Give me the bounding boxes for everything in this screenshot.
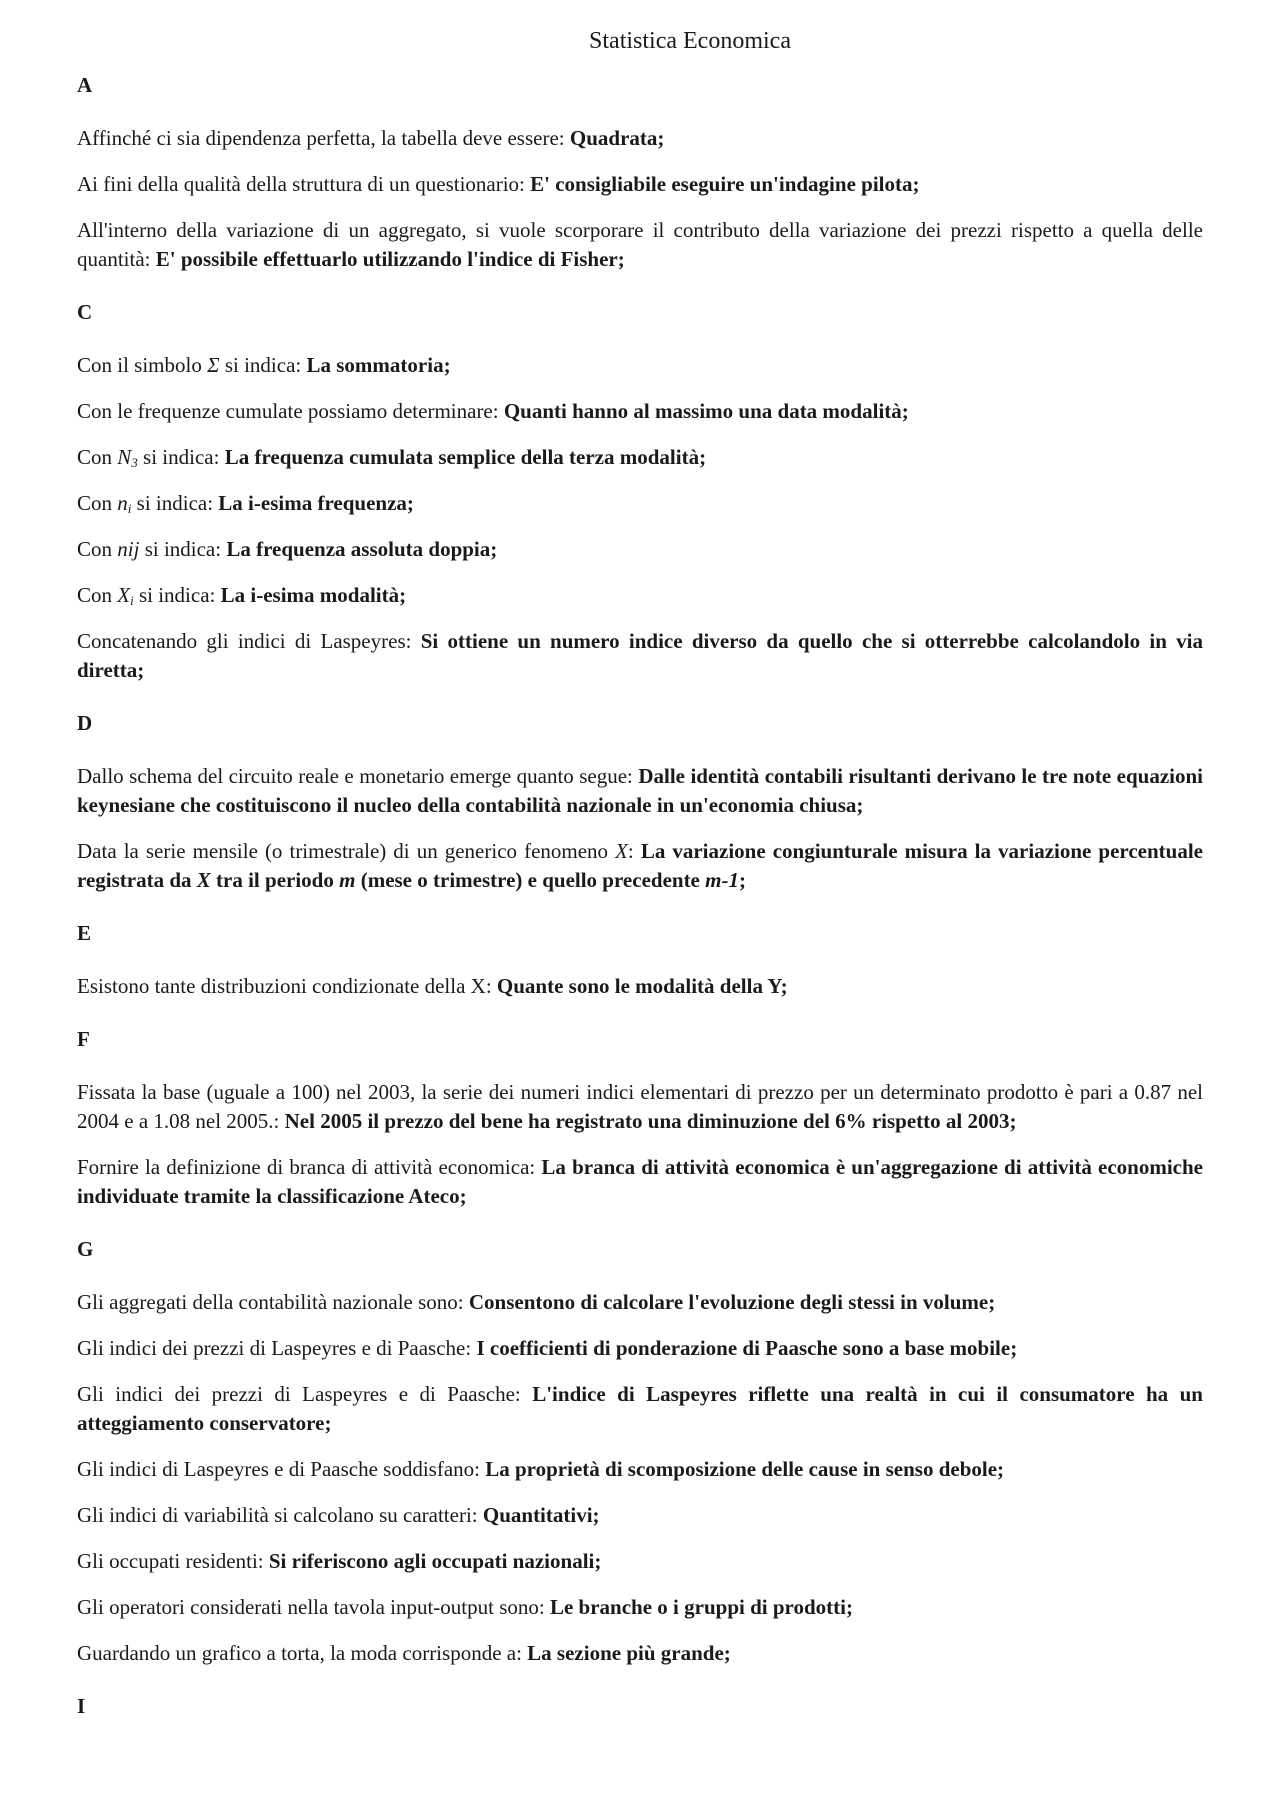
math-symbol: X	[196, 868, 211, 892]
qa-item	[77, 1288, 1203, 1317]
question-text: Affinché ci sia dipendenza perfetta, la tabella deve essere:	[77, 126, 570, 150]
qa-item	[77, 397, 1203, 426]
question-text: Gli indici dei prezzi di Laspeyres e di Paasche:	[77, 1382, 533, 1406]
question-text: si indica:	[131, 491, 219, 515]
question-text: Con	[77, 445, 118, 469]
question-text: si indica:	[137, 445, 225, 469]
answer-text: Si ottiene un numero indice diverso da quello che si otterrebbe calcolandolo in via diretta;	[77, 629, 1203, 682]
question-text: Gli aggregati della contabilità nazionale sono:	[77, 1290, 469, 1314]
qa-item	[77, 1380, 1203, 1438]
answer-text: La i-esima frequenza;	[218, 491, 414, 515]
section-letter-e: E	[77, 921, 92, 945]
question-text: Esistono tante distribuzioni condizionate della X:	[77, 974, 497, 998]
answer-text: La sommatoria;	[306, 353, 451, 377]
qa-item	[77, 489, 1203, 518]
qa-item	[77, 581, 1203, 610]
answer-fragment: La variazione congiunturale misura la variazione percentuale registrata da	[77, 839, 1203, 892]
qa-item	[77, 1639, 1203, 1668]
document-body	[77, 72, 1203, 1719]
qa-item	[77, 1501, 1203, 1530]
question-text: Dallo schema del circuito reale e monetario emerge quanto segue:	[77, 764, 639, 788]
question-text: Guardando un grafico a torta, la moda corrisponde a:	[77, 1641, 528, 1665]
question-text: Gli indici di Laspeyres e di Paasche soddisfano:	[77, 1457, 486, 1481]
question-text: si indica:	[133, 583, 221, 607]
qa-item	[77, 351, 1203, 380]
qa-item	[77, 535, 1203, 564]
question-text: Con	[77, 491, 118, 515]
answer-text: La branca di attività economica è un'aggregazione di attività economiche individuate tramite la classificazione Ateco;	[77, 1155, 1203, 1208]
math-symbol: N	[117, 445, 132, 469]
qa-item	[77, 627, 1203, 685]
section-letter-a: A	[77, 73, 93, 97]
qa-item	[77, 216, 1203, 274]
question-text: :	[627, 839, 641, 863]
question-text: Con le frequenze cumulate possiamo determinare:	[77, 399, 504, 423]
question-text: Gli indici di variabilità si calcolano su caratteri:	[77, 1503, 483, 1527]
question-text: Fornire la definizione di branca di attività economica:	[77, 1155, 542, 1179]
answer-text: L'indice di Laspeyres riflette una realtà in cui il consumatore ha un atteggiamento conservatore;	[77, 1382, 1203, 1435]
qa-item	[77, 1334, 1203, 1363]
math-symbol: m-1	[705, 868, 739, 892]
math-symbol: X	[615, 839, 628, 863]
question-text: Data la serie mensile (o trimestrale) di un generico fenomeno	[77, 839, 616, 863]
section-letter-f: F	[77, 1027, 90, 1051]
question-text: Con	[77, 583, 118, 607]
question-text: Fissata la base (uguale a 100) nel 2003, la serie dei numeri indici elementari di prezzo per un determinato prodotto è pari a 0.87 nel 2004 e a 1.08 nel 2005.:	[77, 1080, 1203, 1133]
qa-item	[77, 1593, 1203, 1622]
math-symbol: n	[117, 491, 128, 515]
qa-item	[77, 1455, 1203, 1484]
math-symbol: m	[339, 868, 356, 892]
question-text: Gli indici dei prezzi di Laspeyres e di Paasche:	[77, 1336, 477, 1360]
math-subscript: i	[130, 593, 134, 608]
answer-text: La frequenza assoluta doppia;	[226, 537, 498, 561]
qa-item	[77, 762, 1203, 820]
answer-text: Dalle identità contabili risultanti derivano le tre note equazioni keynesiane che costituiscono il nucleo della contabilità nazionale in un'economia chiusa;	[77, 764, 1203, 817]
section-letter-i: I	[77, 1694, 86, 1718]
math-symbol: nij	[117, 537, 140, 561]
section-letter-d: D	[77, 711, 93, 735]
question-text: Con il simbolo	[77, 353, 208, 377]
qa-item	[77, 972, 1203, 1001]
answer-text: La proprietà di scomposizione delle cause in senso debole;	[485, 1457, 1005, 1481]
question-text: All'interno della variazione di un aggregato, si vuole scorporare il contributo della variazione dei prezzi rispetto a quella delle quantità:	[77, 218, 1203, 271]
answer-text: Consentono di calcolare l'evoluzione degli stessi in volume;	[468, 1290, 996, 1314]
math-symbol: X	[117, 583, 131, 607]
answer-text: E' possibile effettuarlo utilizzando l'indice di Fisher;	[155, 247, 625, 271]
qa-item	[77, 1547, 1203, 1576]
question-text: Gli occupati residenti:	[77, 1549, 269, 1573]
page-title: Statistica Economica	[589, 28, 791, 54]
section-letter-c: C	[77, 300, 93, 324]
answer-fragment: (mese o trimestre) e quello precedente	[355, 868, 706, 892]
qa-item	[77, 124, 1203, 153]
question-text: Con	[77, 537, 118, 561]
question-text: si indica:	[139, 537, 227, 561]
section-letter-g: G	[77, 1237, 94, 1261]
answer-fragment: tra il periodo	[210, 868, 340, 892]
math-symbol: Σ	[207, 353, 220, 377]
qa-item	[77, 170, 1203, 199]
question-text: Gli operatori considerati nella tavola input-output sono:	[77, 1595, 550, 1619]
math-subscript: i	[127, 501, 132, 516]
answer-text: Quanti hanno al massimo una data modalità;	[503, 399, 909, 423]
answer-text: La frequenza cumulata semplice della terza modalità;	[224, 445, 707, 469]
qa-item	[77, 837, 1203, 895]
question-text: si indica:	[219, 353, 307, 377]
answer-text: Si riferiscono agli occupati nazionali;	[268, 1549, 602, 1573]
answer-text: La sezione più grande;	[527, 1641, 731, 1665]
answer-text: I coefficienti di ponderazione di Paasche sono a base mobile;	[476, 1336, 1018, 1360]
math-subscript: 3	[131, 455, 138, 470]
answer-text: Nel 2005 il prezzo del bene ha registrato una diminuzione del 6% rispetto al 2003;	[284, 1109, 1017, 1133]
question-text: Ai fini della qualità della struttura di un questionario:	[77, 172, 531, 196]
qa-item	[77, 1078, 1203, 1136]
answer-text: Quadrata;	[569, 126, 665, 150]
question-text: Concatenando gli indici di Laspeyres:	[77, 629, 421, 653]
answer-fragment: ;	[738, 868, 746, 892]
answer-text: La i-esima modalità;	[220, 583, 407, 607]
answer-text: Quantitativi;	[482, 1503, 600, 1527]
answer-text: E' consigliabile eseguire un'indagine pilota;	[530, 172, 920, 196]
qa-item	[77, 443, 1203, 472]
qa-item	[77, 1153, 1203, 1211]
answer-text: Quante sono le modalità della Y;	[496, 974, 788, 998]
answer-text: Le branche o i gruppi di prodotti;	[549, 1595, 853, 1619]
